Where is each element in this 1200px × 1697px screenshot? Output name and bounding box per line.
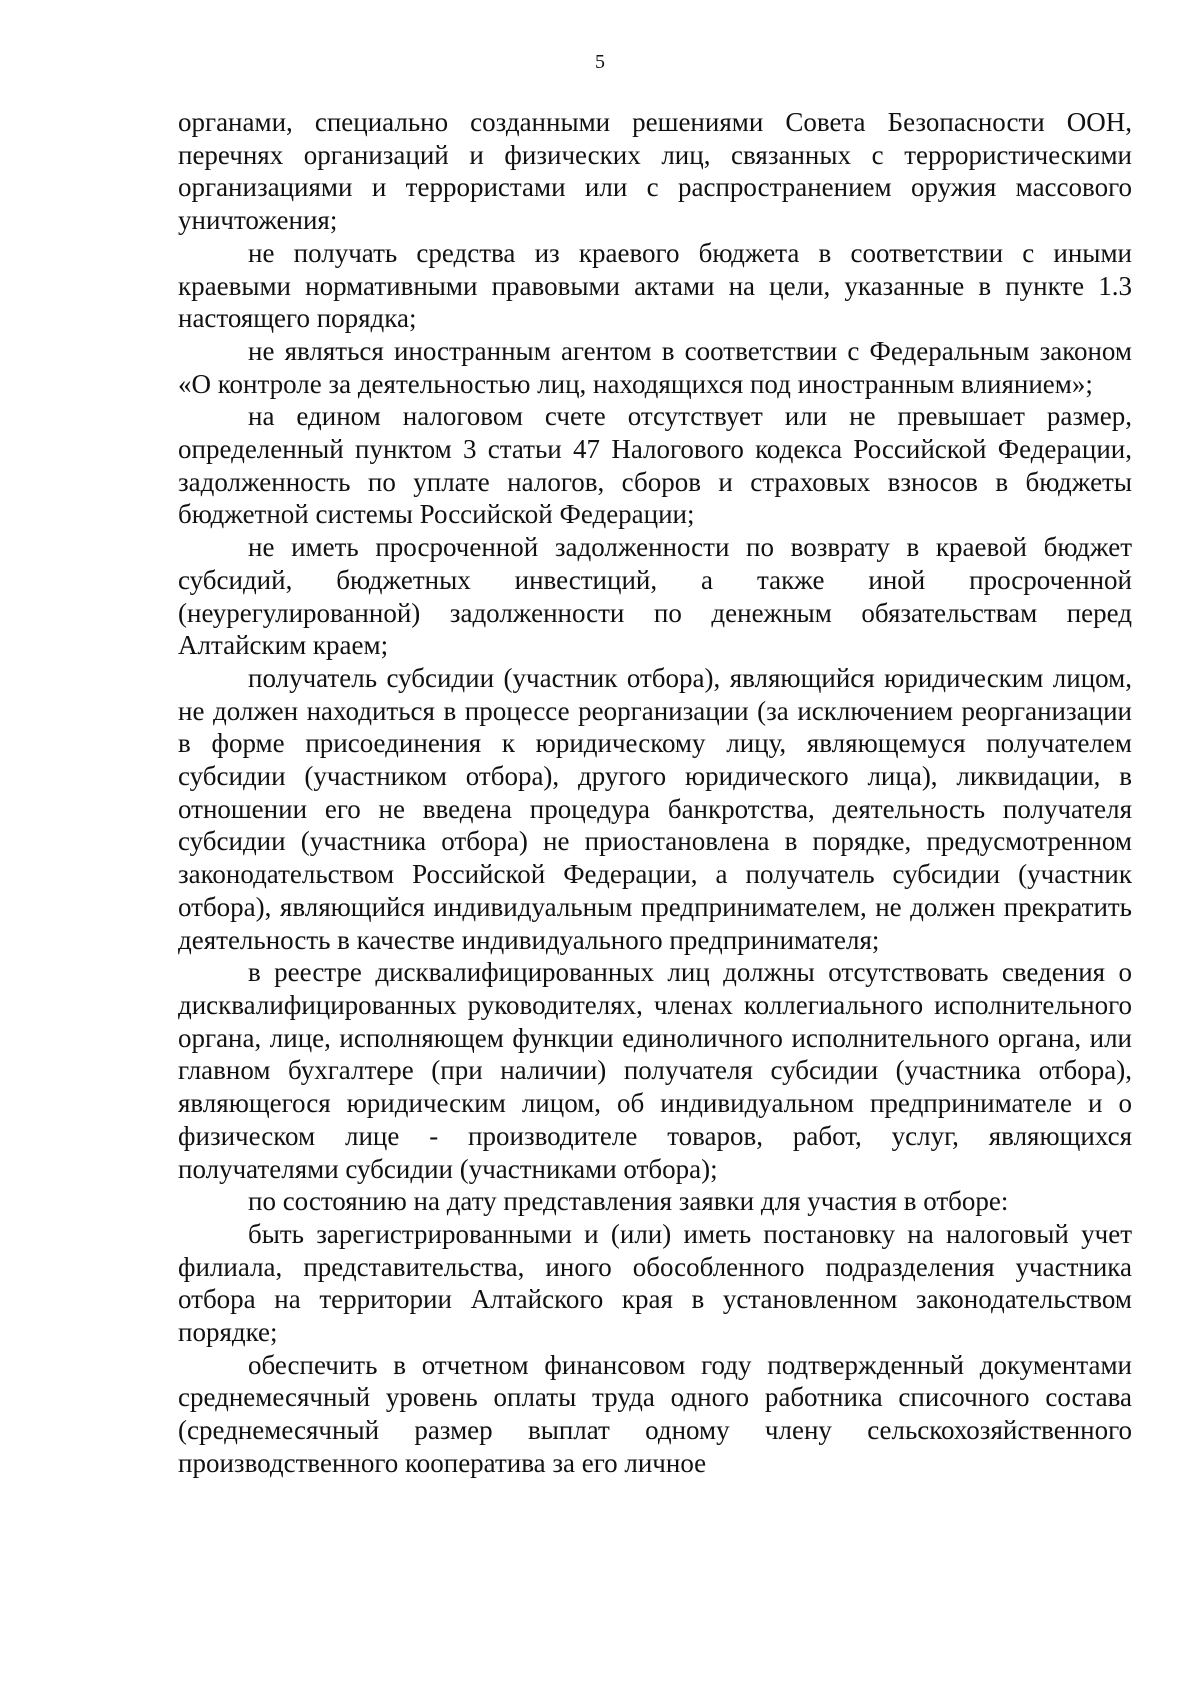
paragraph-7: в реестре дисквалифицированных лиц должны отсутствовать сведения о дисквалифицированных руководителях, членах коллегиального исполнительного органа, лице, исполняющем функции единоличного исполнительного органа, или главном бухгалтере (при наличии) получателя субсидии (участника отбора), являющегося юридическим лицом, об индивидуальном предпринимателе и о физическом лице - производителе товаров, работ, услуг, являющихся получателями субсидии (участниками отбора);: [178, 957, 1132, 1184]
paragraph-9: быть зарегистрированными и (или) иметь постановку на налоговый учет филиала, представительства, иного обособленного подразделения участника отбора на территории Алтайского края в установленном законодательством порядке;: [178, 1218, 1132, 1348]
paragraph-1: органами, специально созданными решениями Совета Безопасности ООН, перечнях организаций и физических лиц, связанных с террористическими организациями и террористами или с распространением оружия массового уничтожения;: [178, 107, 1132, 236]
paragraph-2: не получать средства из краевого бюджета в соответствии с иными краевыми нормативными правовыми актами на цели, указанные в пункте 1.3 настоящего порядка;: [178, 237, 1132, 334]
paragraph-8: по состоянию на дату представления заявки для участия в отборе:: [248, 1186, 1009, 1217]
paragraph-10: обеспечить в отчетном финансовом году подтвержденный документами среднемесячный уровень оплаты труда одного работника списочного состава (среднемесячный размер выплат одному члену сельскохозяйственного производственного кооператива за его личное: [178, 1349, 1132, 1478]
paragraph-6: получатель субсидии (участник отбора), являющийся юридическим лицом, не должен находиться в процессе реорганизации (за исключением реорганизации в форме присоединения к юридическому лицу, являющемуся получателем субсидии (участником отбора), другого юридического лица), ликвидации, в отношении его не введена процедура банкротства, деятельность получателя субсидии (участника отбора) не приостановлена в порядке, предусмотренном законодательством Российской Федерации, а получатель субсидии (участник отбора), являющийся индивидуальным предпринимателем, не должен прекратить деятельность в качестве индивидуального предпринимателя;: [178, 662, 1132, 955]
document-body: [178, 106, 1132, 1480]
paragraph-3: не являться иностранным агентом в соответствии с Федеральным законом «О контроле за деятельностью лиц, находящихся под иностранным влиянием»;: [178, 335, 1132, 399]
paragraph-5: не иметь просроченной задолженности по возврату в краевой бюджет субсидий, бюджетных инвестиций, а также иной просроченной (неурегулированной) задолженности по денежным обязательствам перед Алтайским краем;: [178, 532, 1132, 661]
paragraph-4: на едином налоговом счете отсутствует или не превышает размер, определенный пунктом 3 статьи 47 Налогового кодекса Российской Федерации, задолженность по уплате налогов, сборов и страховых взносов в бюджеты бюджетной системы Российской Федерации;: [178, 401, 1132, 530]
page-number: 5: [595, 51, 605, 73]
